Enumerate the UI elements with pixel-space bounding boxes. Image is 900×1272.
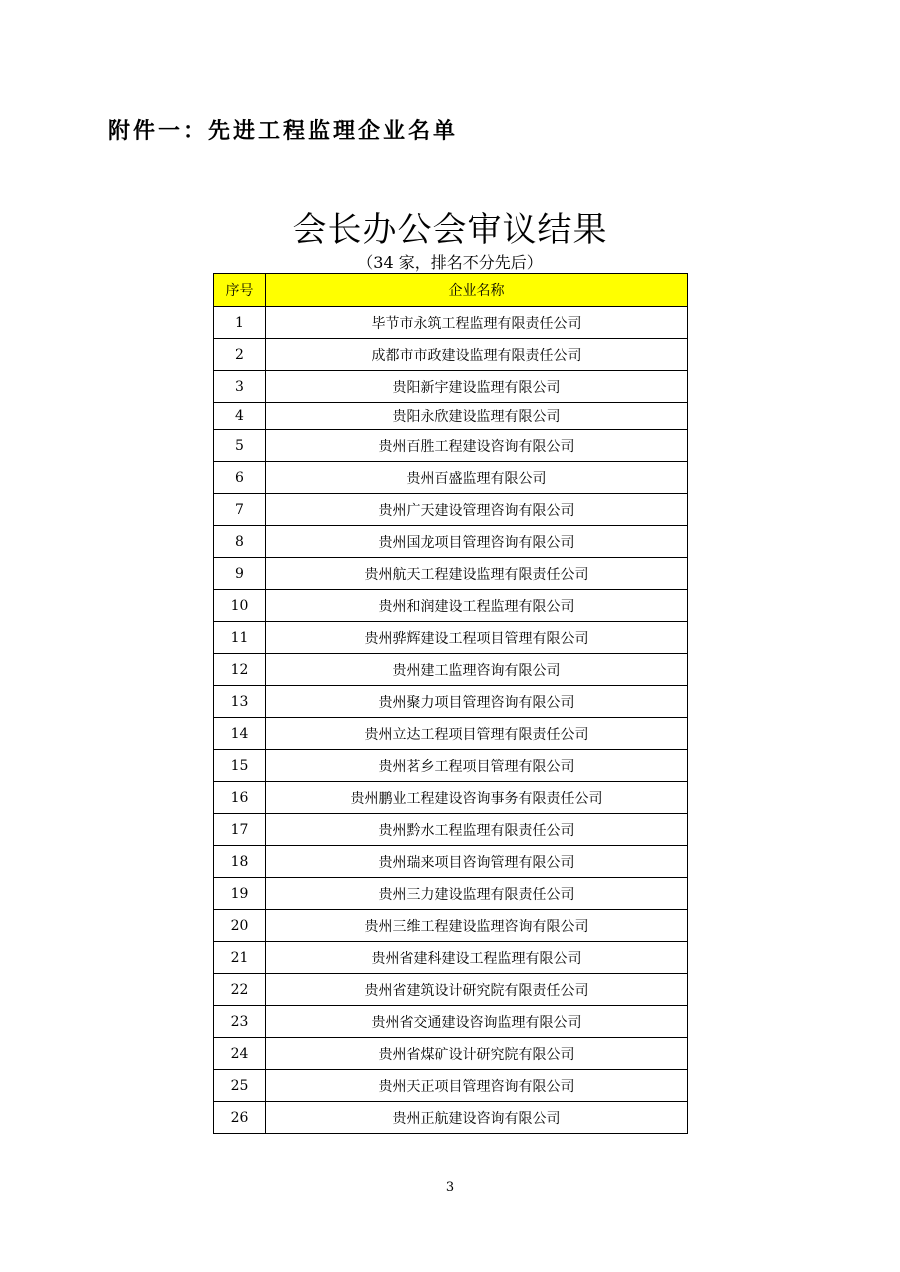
row-number: 17 <box>214 814 266 846</box>
enterprise-name: 贵州省建科建设工程监理有限公司 <box>266 942 688 974</box>
enterprise-name: 贵州广天建设管理咨询有限公司 <box>266 494 688 526</box>
enterprise-name: 贵州聚力项目管理咨询有限公司 <box>266 686 688 718</box>
row-number: 16 <box>214 782 266 814</box>
row-number: 11 <box>214 622 266 654</box>
table-row <box>214 686 688 718</box>
column-header-name: 企业名称 <box>266 274 688 307</box>
table-row <box>214 878 688 910</box>
row-number: 10 <box>214 590 266 622</box>
page-title: 会长办公会审议结果 <box>292 210 608 250</box>
enterprise-table <box>213 273 688 1134</box>
enterprise-name: 贵州省交通建设咨询监理有限公司 <box>266 1006 688 1038</box>
row-number: 18 <box>214 846 266 878</box>
row-number: 8 <box>214 526 266 558</box>
enterprise-name: 贵州骅辉建设工程项目管理有限公司 <box>266 622 688 654</box>
enterprise-name: 贵州瑞来项目咨询管理有限公司 <box>266 846 688 878</box>
row-number: 12 <box>214 654 266 686</box>
table-row <box>214 942 688 974</box>
enterprise-name: 贵阳永欣建设监理有限公司 <box>266 403 688 430</box>
table-row <box>214 307 688 339</box>
enterprise-name: 贵州和润建设工程监理有限公司 <box>266 590 688 622</box>
enterprise-name: 贵州黔水工程监理有限责任公司 <box>266 814 688 846</box>
row-number: 2 <box>214 339 266 371</box>
table-row <box>214 782 688 814</box>
row-number: 14 <box>214 718 266 750</box>
table-row <box>214 846 688 878</box>
enterprise-name: 毕节市永筑工程监理有限责任公司 <box>266 307 688 339</box>
row-number: 13 <box>214 686 266 718</box>
enterprise-name: 贵州三力建设监理有限责任公司 <box>266 878 688 910</box>
table-row <box>214 718 688 750</box>
row-number: 5 <box>214 430 266 462</box>
table-row <box>214 371 688 403</box>
row-number: 26 <box>214 1102 266 1134</box>
table-row <box>214 526 688 558</box>
table-row <box>214 622 688 654</box>
attachment-label: 附件一：先进工程监理企业名单 <box>108 119 459 144</box>
row-number: 15 <box>214 750 266 782</box>
enterprise-name: 贵州立达工程项目管理有限责任公司 <box>266 718 688 750</box>
enterprise-name: 贵州茗乡工程项目管理有限公司 <box>266 750 688 782</box>
table-row <box>214 403 688 430</box>
table-row <box>214 654 688 686</box>
row-number: 9 <box>214 558 266 590</box>
row-number: 4 <box>214 403 266 430</box>
row-number: 19 <box>214 878 266 910</box>
enterprise-name: 贵州国龙项目管理咨询有限公司 <box>266 526 688 558</box>
table-header-row <box>214 274 688 307</box>
enterprise-name: 贵州三维工程建设监理咨询有限公司 <box>266 910 688 942</box>
enterprise-name: 贵州正航建设咨询有限公司 <box>266 1102 688 1134</box>
table-row <box>214 1070 688 1102</box>
table-row <box>214 558 688 590</box>
enterprise-name: 贵州省建筑设计研究院有限责任公司 <box>266 974 688 1006</box>
row-number: 24 <box>214 1038 266 1070</box>
page-subtitle: （34 家，排名不分先后） <box>357 253 543 272</box>
enterprise-name: 成都市市政建设监理有限责任公司 <box>266 339 688 371</box>
row-number: 21 <box>214 942 266 974</box>
row-number: 7 <box>214 494 266 526</box>
table-row <box>214 339 688 371</box>
table-row <box>214 494 688 526</box>
table-row <box>214 750 688 782</box>
table-row <box>214 462 688 494</box>
row-number: 23 <box>214 1006 266 1038</box>
enterprise-name: 贵州鹏业工程建设咨询事务有限责任公司 <box>266 782 688 814</box>
enterprise-name: 贵州百盛监理有限公司 <box>266 462 688 494</box>
row-number: 1 <box>214 307 266 339</box>
row-number: 6 <box>214 462 266 494</box>
row-number: 20 <box>214 910 266 942</box>
enterprise-name: 贵州航天工程建设监理有限责任公司 <box>266 558 688 590</box>
row-number: 3 <box>214 371 266 403</box>
table-row <box>214 1006 688 1038</box>
page-number: 3 <box>445 1180 455 1195</box>
table-row <box>214 590 688 622</box>
table-row <box>214 1102 688 1134</box>
enterprise-name: 贵州百胜工程建设咨询有限公司 <box>266 430 688 462</box>
row-number: 25 <box>214 1070 266 1102</box>
enterprise-name: 贵州省煤矿设计研究院有限公司 <box>266 1038 688 1070</box>
column-header-number: 序号 <box>214 274 266 307</box>
table-row <box>214 814 688 846</box>
table-row <box>214 910 688 942</box>
table-row <box>214 1038 688 1070</box>
row-number: 22 <box>214 974 266 1006</box>
enterprise-name: 贵州建工监理咨询有限公司 <box>266 654 688 686</box>
enterprise-name: 贵州天正项目管理咨询有限公司 <box>266 1070 688 1102</box>
enterprise-name: 贵阳新宇建设监理有限公司 <box>266 371 688 403</box>
table-row <box>214 430 688 462</box>
table-row <box>214 974 688 1006</box>
